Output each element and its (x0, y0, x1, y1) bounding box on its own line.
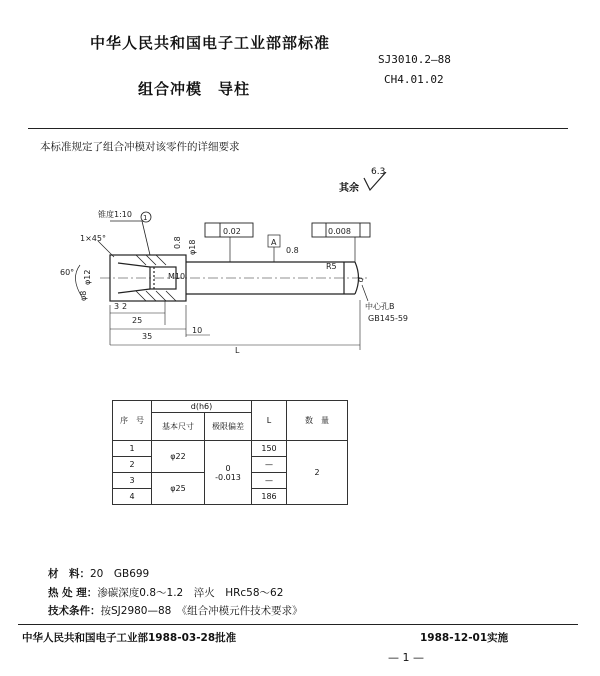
effective-date: 1988-12-01实施 (420, 632, 509, 644)
chamfer-label: 1×45° (80, 234, 106, 243)
roughness-symbol-icon (362, 172, 388, 192)
nominal-diameter: φ22 (152, 441, 205, 473)
circled-number: 1 (143, 214, 148, 222)
requirement-label: 材 料： (48, 568, 90, 580)
length-value: 150 (252, 441, 287, 457)
tolerance-left-value: 0.02 (223, 227, 241, 236)
row-number: 2 (113, 457, 152, 473)
nominal-diameter: φ25 (152, 473, 205, 505)
col-header-nominal: 基本尺寸 (152, 413, 205, 441)
dim-d: d (355, 275, 366, 284)
requirement-text: 按SJ2980—88 《组合冲模元件技术要求》 (100, 605, 303, 617)
document-title: 组合冲模 导柱 (138, 80, 251, 98)
requirement-technical (48, 603, 303, 618)
dim-10: 10 (192, 326, 203, 335)
length-value: — (252, 457, 287, 473)
length-value: — (252, 473, 287, 489)
roughness-value: 6.3 (371, 167, 386, 177)
standard-number: SJ3010.2—88 (378, 53, 451, 66)
issuing-authority-title: 中华人民共和国电子工业部部标准 (90, 34, 331, 52)
tolerance-cell (205, 441, 252, 505)
col-header-tolerance: 极限偏差 (205, 413, 252, 441)
header-rule (28, 128, 568, 129)
col-header-no: 序 号 (113, 401, 152, 441)
dimension-table (112, 400, 348, 505)
intro-text: 本标准规定了组合冲模对该零件的详细要求 (40, 141, 240, 153)
alternate-number: CH4.01.02 (384, 73, 444, 86)
dim-L: L (235, 346, 240, 355)
requirement-text: 渗碳深度0.8～1.2 淬火 HRc58～62 (97, 587, 284, 599)
guide-pillar-drawing (50, 205, 450, 365)
col-header-d: d(h6) (152, 401, 252, 413)
datum-label: A (271, 238, 277, 247)
center-hole-label: 中心孔B (365, 302, 395, 311)
col-header-L: L (252, 401, 287, 441)
page-number: — 1 — (388, 651, 424, 664)
row-number: 3 (113, 473, 152, 489)
taper-label: 锥度1:10 (98, 210, 132, 219)
surface-finish-right: 0.8 (286, 246, 299, 255)
tolerance-upper: 0 (225, 463, 231, 473)
table-row (113, 441, 348, 457)
surface-finish-left: 0.8 (173, 236, 182, 249)
length-value: 186 (252, 489, 287, 505)
requirement-heat-treatment (48, 585, 283, 600)
d12-label: φ12 (83, 269, 92, 285)
row-number: 4 (113, 489, 152, 505)
requirement-label: 技术条件： (48, 605, 101, 617)
requirement-text: 20 GB699 (90, 568, 150, 580)
dim-35: 35 (142, 332, 153, 341)
col-header-qty: 数 量 (287, 401, 348, 441)
tolerance-lower: -0.013 (215, 472, 241, 482)
center-hole-standard: GB145-59 (368, 314, 409, 323)
angle-label: 60° (60, 268, 75, 277)
radius-label: R5 (326, 262, 337, 271)
footer-rule (18, 624, 578, 625)
dim-2: 2 (122, 302, 128, 311)
d8-label: φ8 (79, 290, 88, 301)
row-number: 1 (113, 441, 152, 457)
d18-label: φ18 (188, 239, 197, 255)
dim-25: 25 (132, 316, 143, 325)
quantity-value: 2 (287, 441, 348, 505)
requirement-label: 热 处 理： (48, 587, 98, 599)
requirement-material (48, 566, 149, 581)
dim-3: 3 (114, 302, 120, 311)
tolerance-right-value: 0.008 (328, 227, 351, 236)
roughness-label: 其余 (339, 183, 359, 194)
thread-label: M10 (168, 272, 186, 281)
approval-line: 中华人民共和国电子工业部1988-03-28批准 (22, 632, 237, 644)
